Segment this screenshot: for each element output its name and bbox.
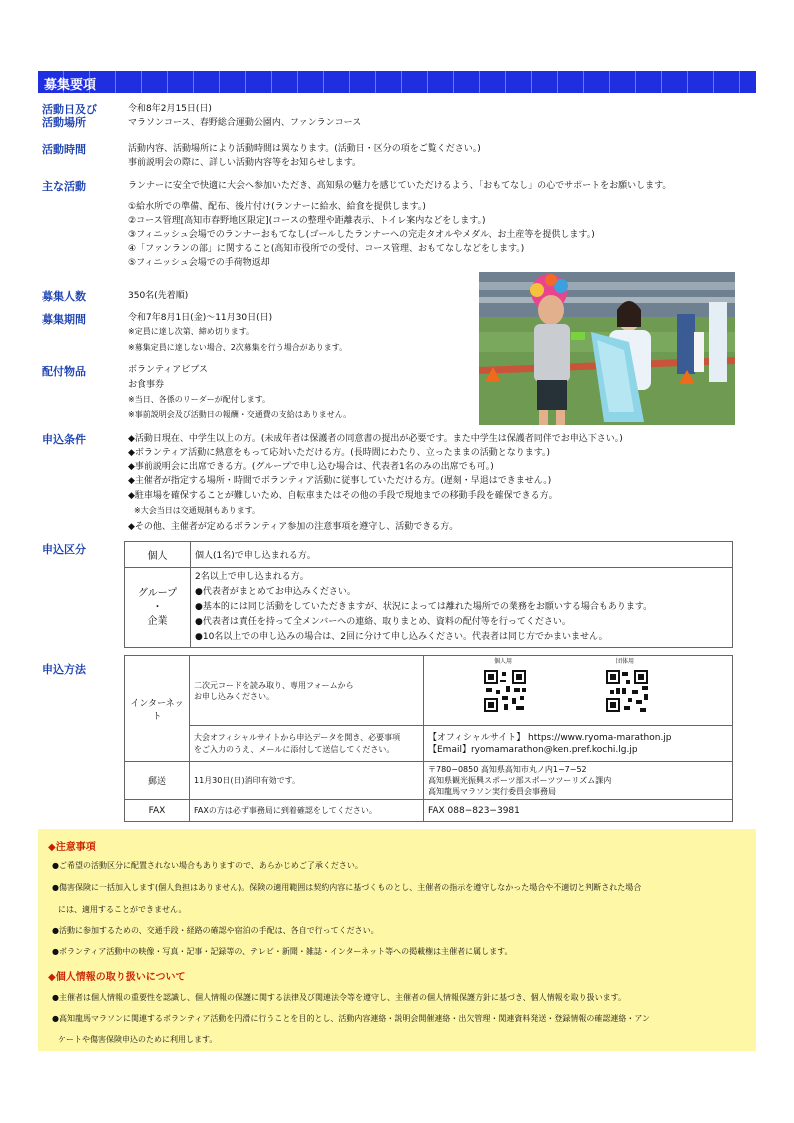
condition-item: ◆駐車場を確保することが難しいため、自転車またはその他の手段で現地までの移動手段を確保できる方。 (128, 491, 558, 501)
mail-desc: 11月30日(日)消印有効です。 (190, 762, 424, 800)
qr-cell (424, 656, 733, 726)
condition-item: ◆ボランティア活動に熱意をもって応対いただける方。(長時間にわたり、立ったままの活動となります。) (128, 448, 551, 458)
activity-item: ①給水所での準備、配布、後片付け(ランナーに給水、給食を提供します。) (128, 202, 426, 212)
activity-place: マラソンコース、春野総合運動公園内、ファンランコース (128, 118, 362, 128)
methods-table (124, 655, 733, 822)
recruit-period: 令和7年8月1日(金)〜11月30日(日) (128, 313, 273, 323)
site-desc: 大会オフィシャルサイトから申込データを開き、必要事項 をご入力のうえ、メールに添付して送信してください。 (190, 726, 424, 762)
mail-address: 〒780−0850 高知県高知市丸ノ内1−7−52 高知県観光振興スポーツ部スポーツツーリズム課内 高知龍馬マラソン実行委員会事務局 (424, 762, 733, 800)
qr-individual-label: 個人用 (494, 658, 513, 665)
internet-cell: インターネット (125, 656, 190, 762)
qr-code-group[interactable] (604, 668, 650, 714)
activity-date-label: 活動日及び 活動場所 (42, 103, 97, 129)
fax-cell: FAX (125, 800, 190, 822)
recruit-period-label: 募集期間 (42, 313, 86, 326)
section-title: 募集要項 (44, 78, 97, 93)
recruit-period-note: ※募集定員に達しない場合、2次募集を行う場合があります。 (128, 343, 348, 352)
email[interactable]: 【Email】ryomamarathon@ken.pref.kochi.lg.jp (428, 744, 638, 755)
traffic-note: ※大会当日は交通規制もあります。 (134, 506, 261, 515)
site-url[interactable]: 【オフィシャルサイト】 https://www.ryoma-marathon.jp (428, 732, 672, 743)
note-item: ●ボランティア活動中の映像・写真・記事・記録等の、テレビ・新聞・雑誌・インターネット等への掲載権は主催者に属します。 (52, 947, 513, 956)
activity-item: ④「ファンランの部」に関すること(高知市役所での受付、コース管理、おもてなしなどをします。) (128, 244, 525, 254)
recruit-period-note: ※定員に達し次第、締め切ります。 (128, 327, 255, 336)
activity-date: 令和8年2月15日(日) (128, 104, 212, 114)
distribution-note: ※当日、各係のリーダーが配付します。 (128, 395, 271, 404)
distribution-item: ボランティアビブス (128, 365, 208, 375)
condition-item: ◆事前説明会に出席できる方。(グループで申し込む場合は、代表者1名のみの出席でも可。) (128, 462, 494, 472)
condition-item: ◆主催者が指定する場所・時間でボランティア活動に従事していただける方。(遅刻・早退はできません。) (128, 476, 552, 486)
recruit-count-label: 募集人数 (42, 290, 86, 303)
privacy-title: ◆個人情報の取り扱いについて (48, 972, 186, 983)
privacy-item: ●主催者は個人情報の重要性を認識し、個人情報の保護に関する法律及び関連法令等を遵守し、主催者の個人情報保護方針に基づき、個人情報を取り扱います。 (52, 993, 627, 1002)
group-cell: グループ ・ 企業 (125, 568, 191, 648)
activity-item: ②コース管理[高知市春野地区限定](コースの整理や距離表示、トイレ案内などをします。) (128, 216, 486, 226)
group-desc: 2名以上で申し込まれる方。 ●代表者がまとめてお申込みください。 ●基本的には同じ活動をしていただきますが、状況によっては離れた場所での業務をお願いする場合もあります。 ●代表者は責任を持って全メンバーへの連絡、取りまとめ、資料の配付等を行ってください。 ●10名以上での申し込みの場合は、2回に分けて申し込みください。代表者は同じ方でかまいません。 (191, 568, 733, 648)
qr-group-label: 団体用 (616, 658, 635, 665)
note-item: には、適用することができません。 (58, 905, 187, 914)
notes-title: ◆注意事項 (48, 842, 96, 853)
activity-time-line2: 事前説明会の際に、詳しい活動内容等をお知らせします。 (128, 158, 362, 168)
methods-label: 申込方法 (42, 663, 86, 676)
distribution-label: 配付物品 (42, 365, 86, 378)
individual-cell: 個人 (125, 542, 191, 568)
mail-cell: 郵送 (125, 762, 190, 800)
conditions-label: 申込条件 (42, 433, 86, 446)
fax-number: FAX 088−823−3981 (424, 800, 733, 822)
activity-item: ③フィニッシュ会場でのランナーおもてなし(ゴールしたランナーへの完走タオルやメダル、お土産等を提供します。) (128, 230, 595, 240)
qr-code-individual[interactable] (482, 668, 528, 714)
distribution-item: お食事券 (128, 380, 165, 390)
condition-item: ◆その他、主催者が定めるボランティア参加の注意事項を遵守し、活動できる方。 (128, 522, 459, 532)
privacy-item: ケートや傷害保険申込のために利用します。 (58, 1035, 218, 1044)
categories-table (124, 541, 733, 648)
qr-desc: 二次元コードを読み取り、専用フォームから お申し込みください。 (190, 656, 424, 726)
activity-time-label: 活動時間 (42, 143, 86, 156)
main-activities-label: 主な活動 (42, 180, 86, 193)
site-contact (424, 726, 733, 762)
individual-desc: 個人(1名)で申し込まれる方。 (191, 542, 733, 568)
volunteer-photo (479, 272, 735, 425)
note-item: ●活動に参加するための、交通手段・経路の確認や宿泊の手配は、各自で行ってください。 (52, 926, 379, 935)
fax-desc: FAXの方は必ず事務局に到着確認をしてください。 (190, 800, 424, 822)
section-header (38, 71, 756, 93)
recruit-count: 350名(先着順) (128, 291, 189, 301)
condition-item: ◆活動日現在、中学生以上の方。(未成年者は保護者の同意書の提出が必要です。また中学生は保護者同伴でお申込下さい。) (128, 434, 623, 444)
privacy-item: ●高知龍馬マラソンに関連するボランティア活動を円滑に行うことを目的とし、活動内容連絡・説明会開催連絡・出欠管理・関連資料発送・登録情報の確認連絡・アン (52, 1014, 651, 1023)
distribution-note: ※事前説明会及び活動日の報酬・交通費の支給はありません。 (128, 410, 352, 419)
activity-time-line1: 活動内容、活動場所により活動時間は異なります。(活動日・区分の項をご覧ください。) (128, 144, 481, 154)
note-item: ●ご希望の活動区分に配置されない場合もありますので、あらかじめご了承ください。 (52, 861, 363, 870)
categories-label: 申込区分 (42, 543, 86, 556)
main-activities-intro: ランナーに安全で快適に大会へ参加いただき、高知県の魅力を感じていただけるよう、「おもてなし」の心でサポートをお願いします。 (128, 181, 672, 191)
activity-item: ⑤フィニッシュ会場での手荷物返却 (128, 258, 270, 268)
note-item: ●傷害保険に一括加入します(個人負担はありません)。保険の適用範囲は契約内容に基づくものとし、主催者の指示を遵守しなかった場合や不適切と判断された場合 (52, 883, 642, 892)
